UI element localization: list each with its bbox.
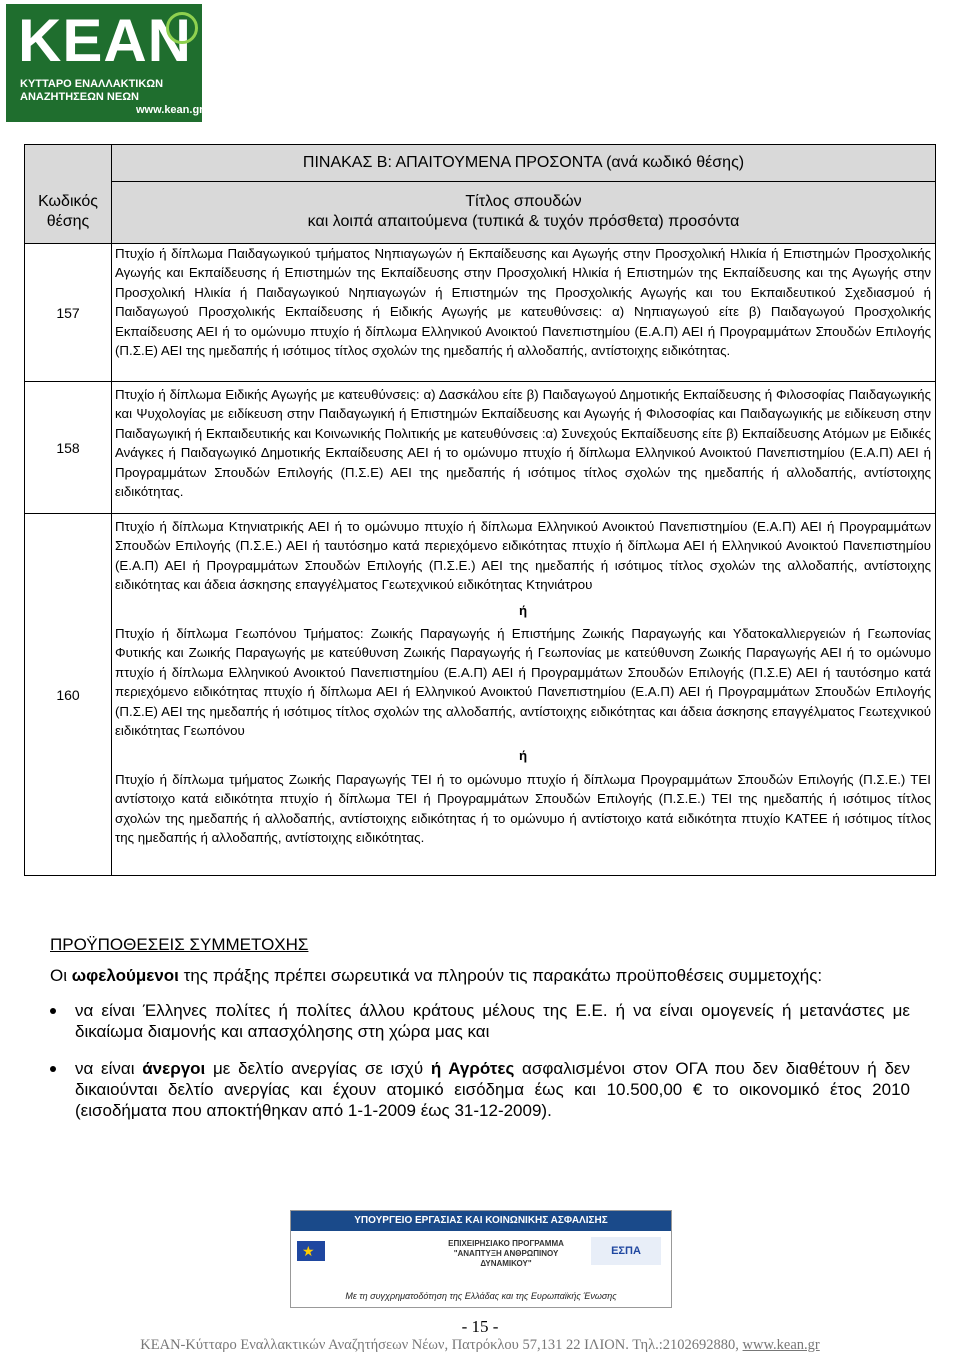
requirements-table: [24, 144, 936, 876]
footer-link[interactable]: www.kean.gr: [742, 1337, 820, 1353]
bullet-icon: [50, 1008, 56, 1014]
qualification-text: Πτυχίο ή δίπλωμα Ειδικής Αγωγής με κατευθύνσεις: α) Δασκάλου είτε β) Παιδαγωγού Δημοτικής Εκπαίδευσης ή Φιλοσοφίας Παιδαγωγικής και Ψυχολογίας με ειδίκευση στην Παιδαγωγική ή Επιστημών Εκπαίδευσης και Αγωγής ή Φιλοσοφίας και Παιδαγωγικής με ειδίκευση στην Παιδαγωγική ή Εκπαιδευτικής και Κοινωνικής Πολιτικής με κατευθύνσεις :α) Συνεχούς Εκπαίδευσης είτε β) Εκπαίδευσης Ατόμων με Ειδικές Ανάγκες ή Παιδαγωγικό Δημοτικής Εκπαίδευσης ΑΕΙ ή το ομώνυμο πτυχίο ή δίπλωμα Ελληνικού Ανοικτού Πανεπιστημίου (Ε.Α.Π) ΑΕΙ ή Προγραμμάτων Σπουδών Επιλογής (Π.Σ.Ε) ΑΕΙ της ημεδαπής ή ισότιμος τίτλος σχολών της ημεδαπής ή αλλοδαπής, αντίστοιχης ειδικότητας.: [112, 382, 936, 514]
description-column-header: Τίτλος σπουδών και λοιπά απαιτούμενα (τυπικά & τυχόν πρόσθετα) προσόντα: [112, 181, 936, 244]
table-title: ΠΙΝΑΚΑΣ Β: ΑΠΑΙΤΟΥΜΕΝΑ ΠΡΟΣΟΝΤΑ (ανά κωδικό θέσης): [112, 145, 936, 182]
page-footer: ΚΕΑΝ-Κύτταρο Εναλλακτικών Αναζητήσεων Νέων, Πατρόκλου 57,131 22 ΙΛΙΟΝ. Τηλ.:2102692880, www.kean.gr: [140, 1337, 820, 1353]
or-separator: ή: [518, 602, 528, 618]
position-code: 158: [25, 382, 112, 514]
table-corner: [25, 145, 112, 182]
qualification-text: Πτυχίο ή δίπλωμα Κτηνιατρικής ΑΕΙ ή το ομώνυμο πτυχίο ή δίπλωμα Ελληνικού Ανοικτού Πανεπιστημίου (Ε.Α.Π) ΑΕΙ ή Προγραμμάτων Σπουδών Επιλογής (Π.Σ.Ε.) ΑΕΙ ή ταυτόσημο κατά περιεχόμενο ειδικότητας πτυχίο ή δίπλωμα ΑΕΙ ή Ελληνικού Ανοικτού Πανεπιστημίου (Ε.Α.Π) ΑΕΙ ή Προγραμμάτων Σπουδών Επιλογής (Π.Σ.Ε.) ΑΕΙ της ημεδαπής ή ισότιμος τίτλος σχολών της αλλοδαπής, αντίστοιχης ειδικότητας και άδεια άσκησης επαγγέλματος Γεωτεχνικού ειδικότητας Κτηνιάτρου ή Πτυχίο ή δίπλωμα Γεωπόνου Τμήματος: Ζωικής Παραγωγής ή Επιστήμης Ζωικής Παραγωγής και Υδατοκαλλιεργειών ή Γεωπονίας Φυτικής και Ζωικής Παραγωγής με κατεύθυνση Ζωικής Παραγωγής ή Γεωπονίας με κατεύθυνση Ζωικής Παραγωγής ΑΕΙ ή το ομώνυμο πτυχίο ή δίπλωμα Ελληνικού Ανοικτού Πανεπιστημίου (Ε.Α.Π) ΑΕΙ ή Προγραμμάτων Σπουδών Επιλογής (Π.Σ.Ε) ΑΕΙ ή ταυτόσημο κατά περιεχόμενο ειδικότητας πτυχίο ή δίπλωμα ΑΕΙ ή Ελληνικού Ανοικτού Πανεπιστημίου (Ε.Α.Π) ΑΕΙ ή Προγραμμάτων Σπουδών Επιλογής (Π.Σ.Ε) ΑΕΙ της ημεδαπής ή ισότιμος τίτλος σχολών της αλλοδαπής, αντίστοιχης ειδικότητας και άδεια άσκησης επαγγέλματος Γεωτεχνικού ειδικότητας Γεωπόνου ή Πτυχίο ή δίπλωμα τμήματος Ζωικής Παραγωγής ΤΕΙ ή το ομώνυμο πτυχίο ή δίπλωμα Προγραμμάτων Σπουδών Επιλογής (Π.Σ.Ε.) ΤΕΙ αντίστοιχο κατά ειδικότητα πτυχίο ή δίπλωμα ΤΕΙ ή Προγραμμάτων Σπουδών Επιλογής (Π.Σ.Ε.) ΤΕΙ της ημεδαπής ή ισότιμος τίτλος σχολών της ημεδαπής ή αλλοδαπής, αντίστοιχης ειδικότητας ή το ομώνυμο ή αντίστοιχο κατά ειδικότητα πτυχίο ΚΑΤΕΕ ή ισότιμος τίτλος της ημεδαπής ή αλλοδαπής, αντίστοιχης ειδικότητας.: [112, 514, 936, 876]
conditions-lead: Οι ωφελούμενοι της πράξης πρέπει σωρευτικά να πληρούν τις παρακάτω προϋποθέσεις συμμετοχής:: [50, 966, 823, 985]
table-row: [25, 514, 936, 876]
qualification-text: Πτυχίο ή δίπλωμα Παιδαγωγικού τμήματος Νηπιαγωγών ή Εκπαίδευσης και Αγωγής στην Προσχολική Ηλικία ή Επιστημών Προσχολικής Αγωγής και Εκπαίδευσης ή Επιστημών της Εκπαίδευσης στην Προσχολική Ηλικία ή Επιστημών της Εκπαίδευσης και της Αγωγής στην Προσχολική Ηλικία ή Παιδαγωγικού Νηπιαγωγών ή Επιστημών της Προσχολικής Αγωγής και του Εκπαιδευτικού Σχεδιασμού ή Παιδαγωγού Προσχολικής Εκπαίδευσης ή Ειδικής Αγωγής με κατευθύνσεις: α) Νηπιαγωγού είτε β) Παιδαγωγού Προσχολικής Εκπαίδευσης ΑΕΙ ή το ομώνυμο πτυχίο ή δίπλωμα Ελληνικού Ανοικτού Πανεπιστημίου (Ε.Α.Π) ΑΕΙ ή Προγραμμάτων Σπουδών Επιλογής (Π.Σ.Ε) ΑΕΙ της ημεδαπής ή ισότιμος τίτλος σχολών της ημεδαπής ή αλλοδαπής, αντίστοιχης ειδικότητας.: [112, 244, 936, 382]
participation-conditions: [50, 934, 910, 1137]
logo-url: www.kean.gr: [136, 104, 204, 116]
ministry-title: ΥΠΟΥΡΓΕΙΟ ΕΡΓΑΣΙΑΣ ΚΑΙ ΚΟΙΝΩΝΙΚΗΣ ΑΣΦΑΛΙΣΗΣ: [291, 1211, 671, 1231]
or-separator: ή: [518, 748, 528, 764]
eu-stars-icon: ★: [302, 1243, 315, 1259]
logo-swirl-icon: [166, 12, 198, 44]
position-code: 157: [25, 244, 112, 382]
code-column-header: Κωδικός θέσης: [25, 181, 112, 244]
list-item: να είναι Έλληνες πολίτες ή πολίτες άλλου κράτους μέλους της Ε.Ε. ή να είναι ομογενείς ή μετανάστες με δικαίωμα διαμονής και απασχόλησης στη χώρα μας και: [50, 1000, 910, 1042]
logo-subtitle: ΚΥΤΤΑΡΟ ΕΝΑΛΛΑΚΤΙΚΩΝ ΑΝΑΖΗΤΗΣΕΩΝ ΝΕΩΝ: [20, 78, 164, 103]
conditions-list: [50, 1000, 910, 1121]
logo-name: ΚΕΑΝ: [18, 7, 193, 74]
page-number: - 15 -: [461, 1317, 499, 1336]
position-code: 160: [25, 514, 112, 876]
cofunding-note: Με τη συγχρηματοδότηση της Ελλάδας και της Ευρωπαϊκής Ένωσης: [345, 1291, 617, 1301]
table-row: [25, 244, 936, 382]
espa-logo: ΕΣΠΑ: [591, 1237, 661, 1265]
operational-programme: ΕΠΙΧΕΙΡΗΣΙΑΚΟ ΠΡΟΓΡΑΜΜΑ "ΑΝΑΠΤΥΞΗ ΑΝΘΡΩΠΙΝΟΥ ΔΥΝΑΜΙΚΟΥ": [448, 1239, 564, 1268]
bullet-icon: [50, 1066, 56, 1072]
table-row: [25, 382, 936, 514]
conditions-heading: ΠΡΟΫΠΟΘΕΣΕΙΣ ΣΥΜΜΕΤΟΧΗΣ: [50, 935, 309, 954]
kean-logo: [6, 4, 202, 122]
list-item: να είναι άνεργοι με δελτίο ανεργίας σε ισχύ ή Αγρότες ασφαλισμένοι στον ΟΓΑ που δεν διαθέτουν ή δεν δικαιούνται δελτίο ανεργίας και έχουν ατομικό εισόδημα έως και 10.500,00 € το οικονομικό έτος 2010 (εισοδήματα που αποκτήθηκαν από 1-1-2009 έως 31-12-2009).: [50, 1058, 910, 1121]
funding-banner: [290, 1210, 672, 1308]
